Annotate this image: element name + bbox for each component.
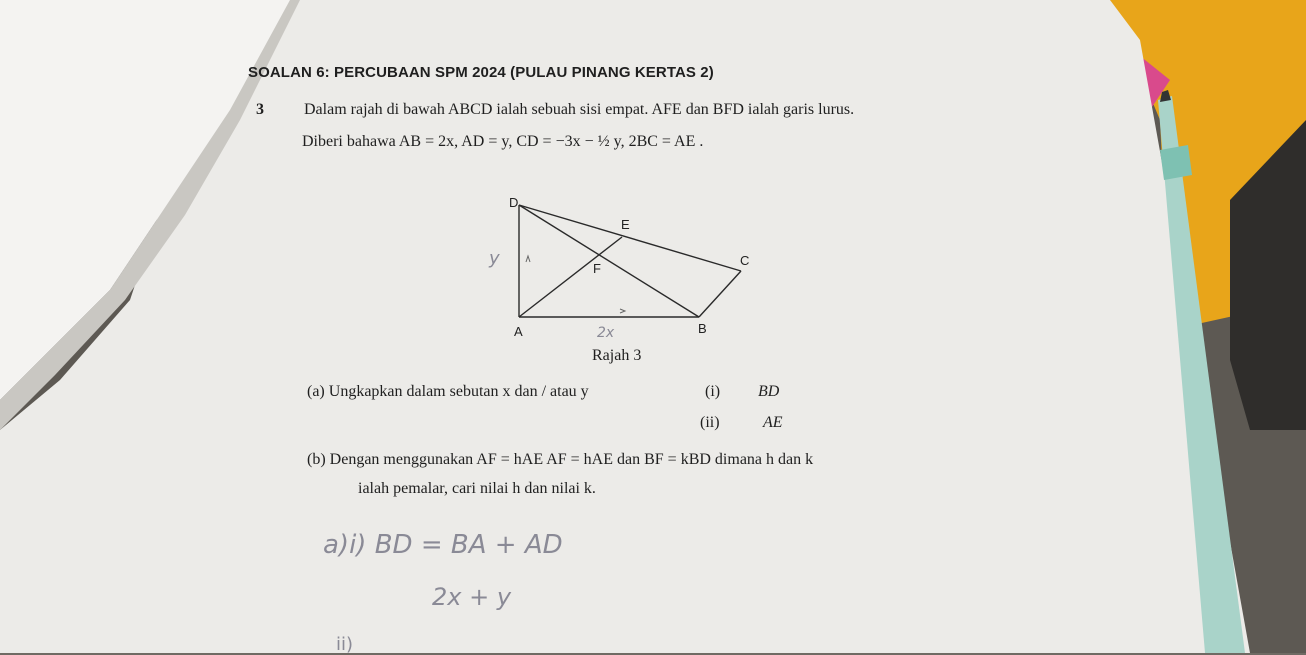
part-a-ii-label: (ii) — [700, 414, 720, 431]
part-b-text: (b) Dengan menggunakan AF = hAE AF = hAE dan BF = kBD dimana h dan k — [307, 451, 814, 468]
handwritten-y: y — [489, 248, 500, 269]
given-vectors: Diberi bahawa AB = 2x, AD = y, CD = −3x − ½ y, 2BC = AE . — [302, 133, 704, 150]
question-title: SOALAN 6: PERCUBAAN SPM 2024 (PULAU PINANG KERTAS 2) — [248, 64, 714, 81]
question-statement: Dalam rajah di bawah ABCD ialah sebuah sisi empat. AFE dan BFD ialah garis lurus. — [304, 101, 855, 118]
part-a-text: (a) Ungkapkan dalam sebutan x dan / atau y — [307, 383, 589, 400]
part-a-ii-vector: AE — [763, 414, 783, 431]
point-a-label: A — [514, 324, 523, 339]
point-f-label: F — [593, 261, 601, 276]
part-a-i-label: (i) — [705, 383, 721, 400]
question-number: 3 — [256, 101, 264, 118]
point-e-label: E — [621, 217, 630, 232]
part-a-i-vector: BD — [758, 383, 780, 400]
point-c-label: C — [740, 253, 750, 268]
handwritten-2x: 2x — [597, 325, 615, 341]
part-b-text-line2: ialah pemalar, cari nilai h dan nilai k. — [358, 480, 596, 497]
handwritten-answer-line2: 2x + y — [432, 583, 512, 611]
figure-caption: Rajah 3 — [592, 347, 642, 364]
handwritten-answer-line3: ii) — [336, 634, 354, 655]
handwritten-answer-line1: a)i) BD = BA + AD — [323, 530, 563, 560]
point-b-label: B — [698, 321, 707, 336]
point-d-label: D — [509, 195, 519, 210]
